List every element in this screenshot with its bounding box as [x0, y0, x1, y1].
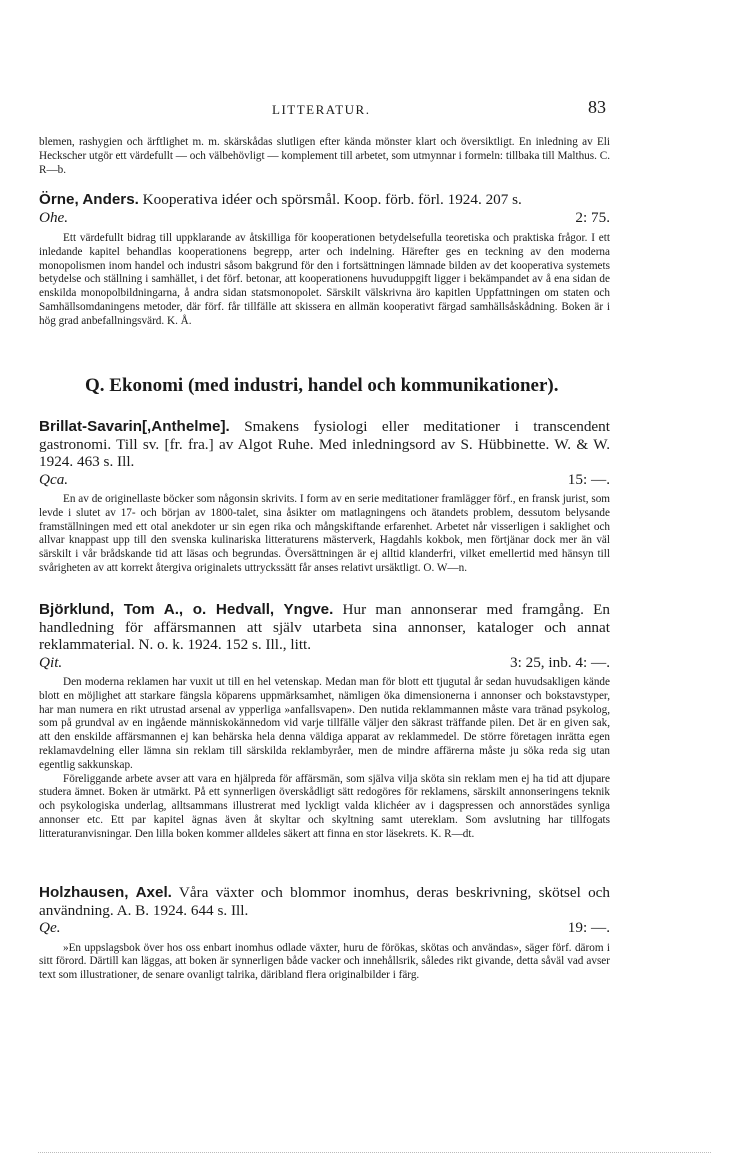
- entry-bjorklund: [39, 601, 610, 842]
- entry-title: Våra växter och blommor inomhus, deras beskrivning, skötsel och användning. A. B. 1924. 644 s. Ill.: [39, 884, 610, 919]
- entry-review: Den moderna reklamen har vuxit ut till en hel vetenskap. Medan man för blott ett tjugutal år sedan huvudsakligen kände blott en möjlighet att starkare fängsla köparens uppmärksamhet, nämligen öka dimensionerna i annonser och bokstavstyper, har man numera en rikt utrustad arsenal av ypperliga »anfallsvapen». Den nutida reklammannen måste vara tränad psykolog, som på grundval av en ingående människokännedom vid varje tillfälle väljer den säkrast träffande pilen. Det är en given sak, att den enskilde affärsmannen ej kan behärska hela denna väldiga apparat av reklammedel. De större företagen inrätta egen reklamavdelning eller lämna sin reklam till särskilda reklambyråer, men de mindre affärerna måste ju söka reda sig utan egentlig sakkunskap.: [39, 676, 610, 771]
- entry-review: En av de originellaste böcker som någonsin skrivits. I form av en serie meditationer framlägger förf., en fransk jurist, som levde i slutet av 17- och början av 1800-talet, sina åsikter om matlagningens och ätandets problem, dessutom belysande framställningen med ett otal anekdoter ur sin egen rika och mångskiftande erfarenhet. Arbetet når visserligen i saklighet och allvar knappast upp till den svenska kulinariska litteraturens mästerverk, Hagdahls kokbok, men förtjänar dock mer än väl särskilt i vår brådskande tid att läsas och begrundas. Översättningen är ej alltid klanderfri, vilket emellertid med hänsyn till svårigheten av att korrekt återgiva originalets uttryckssätt får anses relativt ursäktligt. O. W—n.: [39, 493, 610, 574]
- entry-review: »En uppslagsbok över hos oss enbart inomhus odlade växter, huru de förökas, skötas och användas», säger förf. därom i sitt förord. Därtill kan läggas, att boken är synnerligen både vacker och innehållsrik, således rikt givande, detta såväl vad avser text som illustrationer, de senare ovanligt talrika, däribland flera originalbilder i färg.: [39, 941, 610, 982]
- intro-block: [39, 136, 610, 177]
- entry-price: 19: —.: [567, 919, 610, 936]
- section-heading: [85, 375, 559, 397]
- entry-author: Brillat-Savarin[,Anthelme].: [39, 418, 230, 435]
- entry-meta: [39, 654, 610, 672]
- section-title: Ekonomi (med industri, handel och kommunikationer).: [109, 375, 559, 396]
- entry-heading: [39, 601, 610, 654]
- entry-meta: [39, 471, 610, 489]
- bottom-rule: [38, 1152, 711, 1153]
- entry-orne: [39, 191, 610, 329]
- running-head: LITTERATUR.: [272, 102, 371, 117]
- entry-title: Hur man annonserar med framgång. En handledning för affärsmannen att själv utarbeta sina annonser, kataloger och annat reklammaterial. N. o. k. 1924. 152 s. Ill., litt.: [39, 601, 610, 653]
- entry-author: Örne, Anders.: [39, 191, 139, 208]
- entry-title: Kooperativa idéer och spörsmål. Koop. förb. förl. 1924. 207 s.: [142, 191, 522, 208]
- intro-paragraph: blemen, rashygien och ärftlighet m. m. skärskådas slutligen efter kända mönster klart och översiktligt. En inledning av Eli Heckscher utgör ett värdefullt — och välbehövligt — komplement till arbetet, som utmynnar i formeln: tillbaka till Malthus. C. R—b.: [39, 136, 610, 176]
- entry-price: 15: —.: [567, 470, 610, 488]
- entry-review-continued: Föreliggande arbete avser att vara en hjälpreda för affärsmän, som själva vilja sköta sin reklam men ej ha tid att djupare studera ämnet. Boken är utmärkt. På ett synnerligen överskådligt sätt redogöres för reklamens, särskilt annonseringens teknik och psykologiska underlag, alltsammans illustrerat med lyckligt valda klichéer av i dagspressen och annorstädes synliga annonser etc. Ett par kapitel ägnas även åt skyltar och skyltning samt utereklam. Som avslutning har tillfogats litteraturanvisningar. Den lilla boken kommer alldeles säkert att finna en stor läsekrets. K. R—dt.: [39, 772, 610, 840]
- entry-heading: [39, 191, 610, 209]
- entry-code: Qca.: [39, 470, 69, 488]
- entry-code: Qit.: [39, 653, 63, 671]
- entry-price: 2: 75.: [575, 208, 610, 226]
- entry-heading: [39, 884, 610, 919]
- entry-price: 3: 25, inb. 4: —.: [510, 653, 610, 671]
- entry-heading: [39, 418, 610, 471]
- entry-meta: [39, 919, 610, 937]
- entry-code: Ohe.: [39, 208, 69, 226]
- page-number: 83: [588, 97, 606, 117]
- entry-author: Holzhausen, Axel.: [39, 884, 172, 901]
- section-letter: Q.: [85, 375, 105, 396]
- entry-holzhausen: [39, 884, 610, 983]
- entry-review: Ett värdefullt bidrag till uppklarande av åtskilliga för kooperationen betydelsefulla teoretiska och praktiska frågor. I ett inledande kapitel behandlas kooperationens begrepp, arter och indelning. Härefter ges en teckning av den moderna monopolismen inom handel och industri såsom bakgrund för den i fortsättningen lämnade bilden av det kooperativa systemets betydelse och ställning i samhället, i det förf. betonar, att kooperationens huvuduppgift ligger i bekämpandet av å ena sidan de enskilda monopolbildningarna, å andra sidan statsmonopolet. Särskilt välskrivna äro kapitlen Uppfattningen om staten och Samhällsomdaningens metoder, där förf. får tillfälle att skissera en allmän kooperativt färgad samhällsåskådning. Boken är i hög grad anbefallningsvärd. K. Å.: [39, 232, 610, 327]
- entry-brillat-savarin: [39, 418, 610, 576]
- entry-author: Björklund, Tom A., o. Hedvall, Yngve.: [39, 601, 334, 618]
- entry-code: Qe.: [39, 919, 61, 936]
- entry-meta: [39, 209, 610, 227]
- entry-title: Smakens fysiologi eller meditationer i transcendent gastronomi. Till sv. [fr. fra.] av Algot Ruhe. Med inledningsord av S. Hübbinette. W. & W. 1924. 463 s. Ill.: [39, 418, 610, 470]
